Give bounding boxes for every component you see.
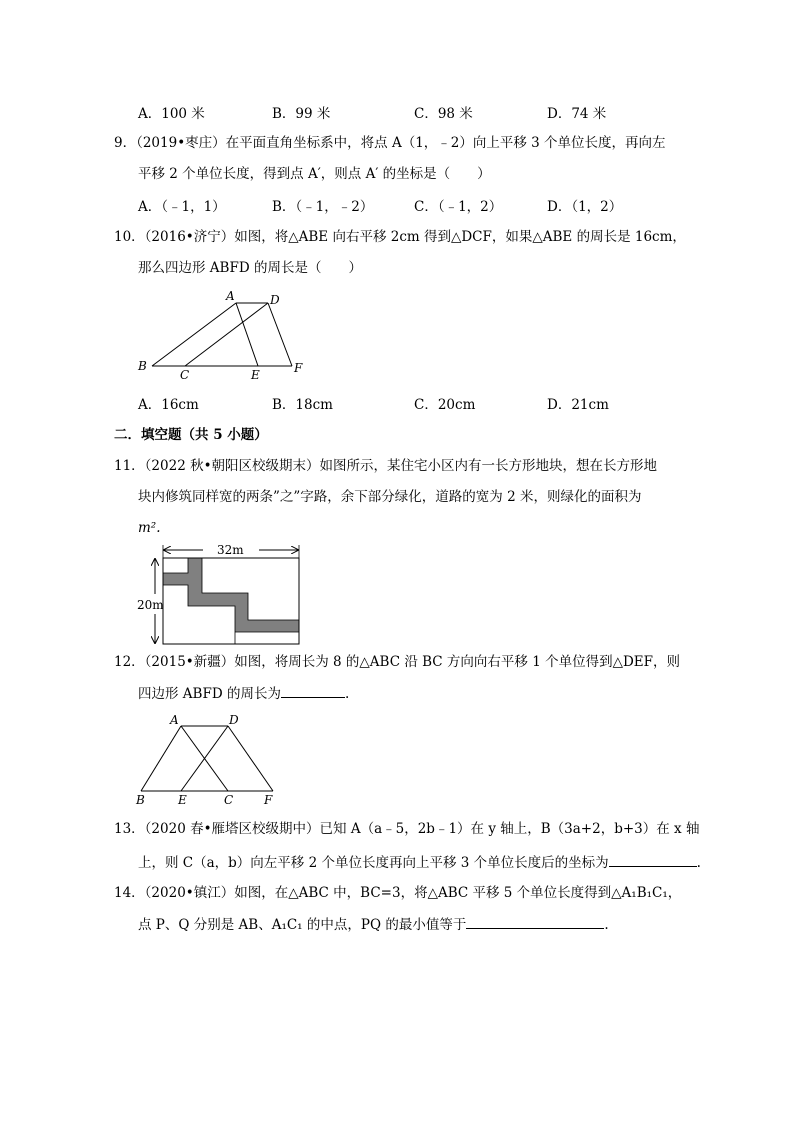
q14-stem-line2 — [138, 914, 609, 935]
q12-edge-df — [228, 726, 273, 791]
q10-edge-ab — [152, 303, 236, 366]
q10-label-c: C — [180, 368, 190, 382]
q10-label-a: A — [226, 289, 235, 303]
q12-label-a: A — [170, 713, 179, 727]
q9-stem-line1: 9．（2019•枣庄）在平面直角坐标系中，将点 A（1，﹣2）向上平移 3 个单位长度，再向左 — [114, 135, 666, 151]
section-2-title: 二．填空题（共 5 小题） — [114, 427, 268, 443]
q10-option-b: B．18cm — [272, 397, 333, 413]
q11-width-label: 32m — [217, 543, 244, 557]
q13-stem-line2-end: . — [696, 855, 701, 871]
q8-option-c: C．98 米 — [414, 106, 473, 122]
q12-edge-ab — [141, 726, 181, 791]
q9-options — [138, 195, 758, 215]
q11-stem-line2: 块内修筑同样宽的两条”之”字路，余下部分绿化，道路的宽为 2 米，则绿化的面积为 — [138, 489, 642, 505]
q10-option-c: C．20cm — [414, 397, 476, 413]
q14-stem-line1: 14．（2020•镇江）如图，在△ABC 中，BC=3，将△ABC 平移 5 个单位长度得到△A₁B₁C₁， — [114, 885, 682, 901]
q12-stem-line2-text: 四边形 ABFD 的周长为 — [138, 686, 281, 702]
q12-stem-line2-end: . — [344, 686, 350, 702]
q8-option-b: B．99 米 — [272, 106, 331, 122]
q12-stem-line1: 12．（2015•新疆）如图，将周长为 8 的△ABC 沿 BC 方向向右平移 1 个单位得到△DEF，则 — [114, 654, 681, 670]
q11-figure — [135, 542, 305, 650]
q9-option-a: A．（﹣1，1） — [138, 199, 226, 215]
q10-label-e: E — [251, 368, 260, 382]
q10-option-a: A．16cm — [138, 397, 199, 413]
q10-option-d: D．21cm — [547, 397, 609, 413]
q10-edge-dc — [185, 303, 268, 366]
q9-option-d: D．（1，2） — [547, 199, 623, 215]
q13-stem-line2-text: 上，则 C（a，b）向左平移 2 个单位长度再向上平移 3 个单位长度后的坐标为 — [138, 855, 609, 871]
q8-option-a: A．100 米 — [138, 106, 205, 122]
q9-option-b: B．（﹣1，﹣2） — [272, 199, 374, 215]
q12-figure — [130, 712, 290, 810]
q10-figure — [130, 288, 320, 383]
q9-stem-line2: 平移 2 个单位长度，得到点 A′，则点 A′ 的坐标是（ ） — [138, 166, 491, 182]
q13-stem-line1: 13．（2020 春•雁塔区校级期中）已知 A（a﹣5，2b﹣1）在 y 轴上，B（3a+2，b+3）在 x 轴 — [114, 821, 700, 837]
q12-stem-line2 — [138, 683, 349, 704]
q8-options — [138, 102, 758, 122]
q13-stem-line2 — [138, 852, 701, 873]
q14-stem-line2-text: 点 P、Q 分别是 AB、A₁C₁ 的中点，PQ 的最小值等于 — [138, 917, 467, 933]
q10-label-f: F — [294, 361, 303, 375]
q10-stem-line1: 10．（2016•济宁）如图，将△ABE 向右平移 2cm 得到△DCF，如果△ABE 的周长是 16cm， — [114, 229, 686, 245]
q12-label-e: E — [178, 793, 187, 807]
q14-answer-blank[interactable] — [466, 914, 604, 929]
q10-edge-df — [268, 303, 292, 366]
q12-label-f: F — [264, 793, 273, 807]
q13-answer-blank[interactable] — [609, 852, 697, 867]
q12-answer-blank[interactable] — [281, 683, 345, 698]
q8-option-d: D．74 米 — [547, 106, 607, 122]
q10-edge-ae — [236, 303, 258, 366]
q11-height-label: 20m — [137, 598, 164, 612]
q11-stem-line3: m². — [138, 520, 161, 536]
q9-option-c: C．（﹣1，2） — [414, 199, 503, 215]
q10-label-b: B — [138, 359, 147, 373]
q10-label-d: D — [270, 293, 280, 307]
q14-stem-line2-end: . — [604, 917, 609, 933]
q10-stem-line2: 那么四边形 ABFD 的周长是（ ） — [138, 260, 362, 276]
q11-stem-line1: 11．（2022 秋•朝阳区校级期末）如图所示，某住宅小区内有一长方形地块，想在长方形地 — [114, 458, 658, 474]
q12-label-c: C — [224, 793, 234, 807]
q12-label-d: D — [229, 713, 239, 727]
q12-label-b: B — [136, 793, 145, 807]
q10-options — [138, 393, 758, 413]
